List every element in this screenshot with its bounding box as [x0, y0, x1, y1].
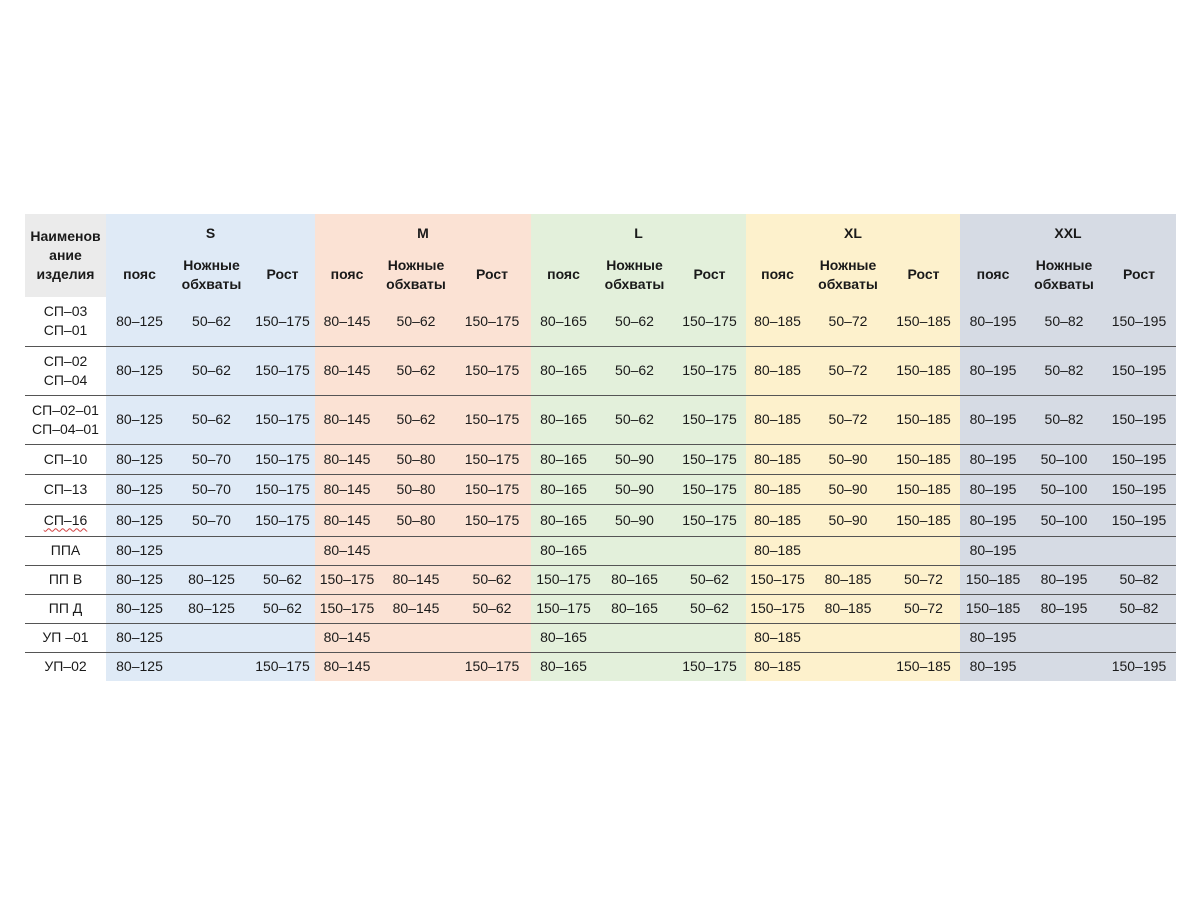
value-cell: 50–62 [173, 346, 250, 395]
height-header-l: Рост [673, 252, 746, 297]
leg-girth-header-line-1: Ножные [1035, 256, 1093, 273]
value-cell: 80–195 [960, 623, 1026, 652]
value-cell: 80–125 [173, 594, 250, 623]
value-cell: 80–165 [596, 594, 673, 623]
value-cell: 50–72 [809, 395, 887, 444]
value-cell: 50–62 [379, 297, 453, 346]
product-name-line: СП–01 [43, 322, 88, 339]
value-cell: 80–125 [106, 623, 173, 652]
value-cell: 50–90 [809, 474, 887, 504]
product-name-line: СП–04–01 [32, 420, 99, 437]
value-cell: 80–145 [379, 594, 453, 623]
product-name-line: УП–02 [44, 658, 87, 675]
value-cell: 150–195 [1102, 444, 1176, 474]
value-cell: 80–145 [315, 395, 379, 444]
value-cell: 150–175 [250, 504, 315, 536]
value-cell: 80–185 [809, 565, 887, 594]
product-name-cell [25, 565, 106, 594]
value-cell: 80–185 [746, 474, 809, 504]
value-cell [453, 623, 531, 652]
value-cell: 50–70 [173, 504, 250, 536]
product-name-line: СП–02–01 [32, 401, 99, 418]
leg-girth-header-line-2: обхваты [386, 275, 446, 292]
value-cell: 50–62 [453, 565, 531, 594]
product-name-line: СП–02 [43, 352, 88, 369]
value-cell: 50–62 [173, 395, 250, 444]
value-cell: 50–82 [1026, 346, 1102, 395]
waist-header-l: пояс [531, 252, 596, 297]
value-cell: 150–195 [1102, 297, 1176, 346]
value-cell: 80–185 [746, 395, 809, 444]
value-cell: 80–145 [315, 444, 379, 474]
product-name-header-line-2: ание [49, 247, 82, 263]
value-cell: 150–175 [673, 395, 746, 444]
table-row [25, 474, 1176, 504]
value-cell: 150–175 [453, 395, 531, 444]
size-chart-body [25, 297, 1176, 681]
table-row [25, 504, 1176, 536]
value-cell: 80–165 [531, 623, 596, 652]
value-cell: 150–185 [887, 474, 960, 504]
value-cell [809, 652, 887, 681]
value-cell: 50–100 [1026, 444, 1102, 474]
table-row [25, 623, 1176, 652]
value-cell: 80–125 [106, 346, 173, 395]
table-row [25, 565, 1176, 594]
product-name-line: СП–04 [43, 371, 88, 388]
measurement-header-row [25, 252, 1176, 297]
value-cell: 150–185 [887, 652, 960, 681]
product-name-cell [25, 444, 106, 474]
leg-girth-header-l [596, 252, 673, 297]
leg-girth-header-s [173, 252, 250, 297]
value-cell: 80–165 [531, 346, 596, 395]
value-cell: 80–125 [106, 565, 173, 594]
value-cell: 50–72 [887, 594, 960, 623]
value-cell [887, 623, 960, 652]
value-cell: 80–185 [746, 652, 809, 681]
value-cell: 150–175 [453, 346, 531, 395]
value-cell: 80–125 [106, 297, 173, 346]
product-name-cell [25, 536, 106, 565]
value-cell: 150–185 [887, 297, 960, 346]
size-chart-table [25, 214, 1176, 681]
value-cell: 50–80 [379, 474, 453, 504]
product-name-line: ПП В [48, 571, 83, 587]
value-cell: 80–145 [315, 504, 379, 536]
value-cell: 80–125 [106, 444, 173, 474]
value-cell: 150–175 [250, 297, 315, 346]
value-cell: 80–125 [106, 504, 173, 536]
value-cell: 80–195 [1026, 565, 1102, 594]
value-cell: 150–185 [887, 346, 960, 395]
value-cell: 150–195 [1102, 504, 1176, 536]
value-cell: 150–175 [453, 652, 531, 681]
value-cell: 150–175 [250, 474, 315, 504]
table-row [25, 536, 1176, 565]
value-cell: 150–175 [673, 652, 746, 681]
waist-header-m: пояс [315, 252, 379, 297]
value-cell: 150–175 [673, 504, 746, 536]
product-name-line: УП –01 [42, 629, 89, 645]
value-cell: 150–185 [887, 395, 960, 444]
value-cell [1102, 536, 1176, 565]
value-cell [1026, 536, 1102, 565]
product-name-cell [25, 474, 106, 504]
value-cell [173, 623, 250, 652]
waist-header-s: пояс [106, 252, 173, 297]
value-cell: 50–100 [1026, 504, 1102, 536]
product-name-line: СП–16 [43, 511, 88, 528]
value-cell: 80–145 [315, 536, 379, 565]
value-cell: 50–72 [809, 297, 887, 346]
value-cell: 80–165 [531, 536, 596, 565]
product-name-line: СП–10 [43, 450, 88, 467]
value-cell: 150–175 [673, 297, 746, 346]
value-cell: 80–165 [531, 474, 596, 504]
product-name-cell [25, 504, 106, 536]
value-cell: 80–185 [746, 504, 809, 536]
waist-header-xxl: пояс [960, 252, 1026, 297]
value-cell: 150–175 [315, 565, 379, 594]
value-cell: 150–185 [960, 594, 1026, 623]
height-header-m: Рост [453, 252, 531, 297]
value-cell: 80–185 [746, 623, 809, 652]
value-cell: 150–195 [1102, 395, 1176, 444]
product-name-header-line-1: Наименов [30, 228, 101, 244]
value-cell: 80–195 [960, 395, 1026, 444]
value-cell: 50–90 [809, 504, 887, 536]
leg-girth-header-xl [809, 252, 887, 297]
product-name-cell [25, 652, 106, 681]
value-cell: 150–175 [250, 652, 315, 681]
table-row [25, 444, 1176, 474]
value-cell: 80–195 [960, 444, 1026, 474]
value-cell: 150–175 [531, 594, 596, 623]
product-name-header [25, 214, 106, 297]
value-cell: 80–145 [315, 297, 379, 346]
value-cell: 80–195 [1026, 594, 1102, 623]
value-cell: 80–185 [746, 444, 809, 474]
value-cell: 50–90 [596, 504, 673, 536]
value-cell: 50–70 [173, 474, 250, 504]
leg-girth-header-line-2: обхваты [1034, 275, 1094, 292]
value-cell [250, 536, 315, 565]
value-cell: 50–62 [379, 395, 453, 444]
product-name-cell [25, 346, 106, 395]
value-cell: 50–62 [596, 297, 673, 346]
value-cell: 80–145 [315, 623, 379, 652]
value-cell [673, 536, 746, 565]
leg-girth-header-line-2: обхваты [818, 275, 878, 292]
value-cell: 150–175 [453, 504, 531, 536]
value-cell: 50–62 [250, 594, 315, 623]
value-cell [173, 536, 250, 565]
height-header-xl: Рост [887, 252, 960, 297]
value-cell [596, 536, 673, 565]
size-header-s: S [106, 214, 315, 252]
value-cell [379, 623, 453, 652]
value-cell: 50–72 [887, 565, 960, 594]
leg-girth-header-line-1: Ножные [819, 256, 877, 273]
value-cell: 50–62 [673, 565, 746, 594]
value-cell: 50–82 [1026, 395, 1102, 444]
value-cell: 80–145 [315, 346, 379, 395]
value-cell: 150–185 [960, 565, 1026, 594]
value-cell: 80–125 [173, 565, 250, 594]
leg-girth-header-xxl [1026, 252, 1102, 297]
value-cell [809, 536, 887, 565]
leg-girth-header-line-1: Ножные [387, 256, 445, 273]
size-header-xl: XL [746, 214, 960, 252]
leg-girth-header-line-1: Ножные [606, 256, 663, 273]
value-cell [379, 652, 453, 681]
size-header-xxl: XXL [960, 214, 1176, 252]
value-cell: 50–80 [379, 504, 453, 536]
value-cell: 80–165 [531, 297, 596, 346]
value-cell [453, 536, 531, 565]
waist-header-xl: пояс [746, 252, 809, 297]
table-row [25, 395, 1176, 444]
value-cell: 150–175 [453, 297, 531, 346]
value-cell: 150–175 [746, 565, 809, 594]
value-cell: 50–62 [379, 346, 453, 395]
value-cell: 50–62 [673, 594, 746, 623]
value-cell: 50–82 [1026, 297, 1102, 346]
product-name-line: СП–13 [43, 480, 88, 497]
value-cell: 80–125 [106, 474, 173, 504]
value-cell: 150–175 [746, 594, 809, 623]
value-cell: 50–90 [809, 444, 887, 474]
value-cell: 50–62 [250, 565, 315, 594]
value-cell: 50–80 [379, 444, 453, 474]
value-cell: 150–175 [250, 444, 315, 474]
leg-girth-header-m [379, 252, 453, 297]
value-cell: 80–165 [531, 444, 596, 474]
height-header-s: Рост [250, 252, 315, 297]
product-name-line: ППА [50, 542, 81, 558]
height-header-xxl: Рост [1102, 252, 1176, 297]
value-cell: 150–195 [1102, 652, 1176, 681]
value-cell: 80–195 [960, 652, 1026, 681]
value-cell: 150–195 [1102, 474, 1176, 504]
value-cell [809, 623, 887, 652]
table-row [25, 346, 1176, 395]
table-row [25, 297, 1176, 346]
product-name-cell [25, 297, 106, 346]
value-cell: 50–62 [596, 395, 673, 444]
value-cell: 80–145 [315, 652, 379, 681]
value-cell: 80–195 [960, 504, 1026, 536]
value-cell: 50–90 [596, 444, 673, 474]
value-cell: 150–175 [453, 474, 531, 504]
value-cell: 80–125 [106, 536, 173, 565]
value-cell [887, 536, 960, 565]
value-cell: 50–82 [1102, 594, 1176, 623]
value-cell: 150–175 [250, 346, 315, 395]
value-cell: 50–62 [453, 594, 531, 623]
size-header-l: L [531, 214, 746, 252]
leg-girth-header-line-1: Ножные [183, 256, 240, 273]
value-cell [1102, 623, 1176, 652]
value-cell: 80–165 [531, 504, 596, 536]
value-cell [250, 623, 315, 652]
value-cell: 80–195 [960, 536, 1026, 565]
product-name-line: СП–03 [43, 303, 88, 320]
value-cell: 80–145 [379, 565, 453, 594]
product-name-header-line-3: изделия [36, 266, 95, 282]
product-name-cell [25, 594, 106, 623]
value-cell: 150–175 [673, 444, 746, 474]
value-cell: 80–165 [531, 395, 596, 444]
value-cell: 80–125 [106, 652, 173, 681]
value-cell: 50–82 [1102, 565, 1176, 594]
value-cell: 150–175 [315, 594, 379, 623]
table-row [25, 652, 1176, 681]
value-cell: 150–175 [673, 474, 746, 504]
value-cell: 150–185 [887, 504, 960, 536]
table-row [25, 594, 1176, 623]
value-cell: 80–195 [960, 474, 1026, 504]
value-cell [1026, 652, 1102, 681]
value-cell: 50–100 [1026, 474, 1102, 504]
product-name-line: ПП Д [48, 600, 83, 616]
value-cell: 80–185 [809, 594, 887, 623]
value-cell [673, 623, 746, 652]
value-cell [596, 623, 673, 652]
value-cell: 80–165 [596, 565, 673, 594]
value-cell: 80–165 [531, 652, 596, 681]
value-cell: 50–70 [173, 444, 250, 474]
value-cell: 50–62 [173, 297, 250, 346]
value-cell [596, 652, 673, 681]
value-cell: 80–185 [746, 297, 809, 346]
value-cell: 80–195 [960, 297, 1026, 346]
leg-girth-header-line-2: обхваты [604, 275, 665, 292]
product-name-cell [25, 623, 106, 652]
value-cell: 50–72 [809, 346, 887, 395]
leg-girth-header-line-2: обхваты [181, 275, 242, 292]
value-cell: 150–175 [673, 346, 746, 395]
value-cell [379, 536, 453, 565]
value-cell [173, 652, 250, 681]
value-cell: 80–195 [960, 346, 1026, 395]
value-cell: 80–145 [315, 474, 379, 504]
value-cell: 50–62 [596, 346, 673, 395]
product-name-cell [25, 395, 106, 444]
value-cell: 150–195 [1102, 346, 1176, 395]
value-cell: 80–185 [746, 346, 809, 395]
value-cell: 80–125 [106, 395, 173, 444]
value-cell: 150–175 [250, 395, 315, 444]
size-header-m: M [315, 214, 531, 252]
value-cell: 50–90 [596, 474, 673, 504]
size-header-row [25, 214, 1176, 252]
value-cell: 150–175 [453, 444, 531, 474]
value-cell: 80–125 [106, 594, 173, 623]
value-cell [1026, 623, 1102, 652]
value-cell: 80–185 [746, 536, 809, 565]
value-cell: 150–175 [531, 565, 596, 594]
value-cell: 150–185 [887, 444, 960, 474]
